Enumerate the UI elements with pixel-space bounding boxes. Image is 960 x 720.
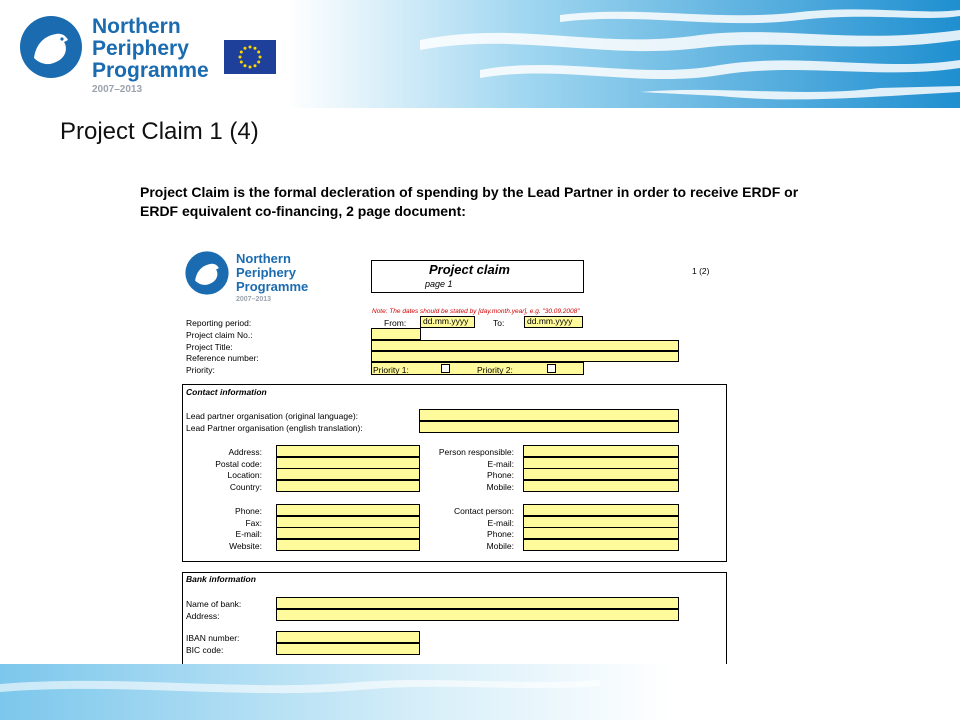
- form-logo-line3: Programme: [236, 279, 309, 294]
- lead-orig-field[interactable]: [419, 409, 679, 421]
- label-reporting-period: Reporting period:: [186, 318, 252, 328]
- npp-logo: [18, 14, 218, 96]
- label-fax: Fax:: [245, 518, 262, 528]
- label-bank-address: Address:: [186, 611, 220, 621]
- label-claim-no: Project claim No.:: [186, 330, 253, 340]
- label-website: Website:: [229, 541, 262, 551]
- label-priority1: Priority 1:: [373, 365, 409, 375]
- phone-field[interactable]: [523, 468, 679, 480]
- period-from-field[interactable]: dd.mm.yyyy: [420, 316, 475, 328]
- date-format-note: Note: The dates should be stated by [day.month.year], e.g. "30.09.2008": [372, 308, 580, 315]
- label-bic: BIC code:: [186, 645, 224, 655]
- project-claim-form: [180, 242, 740, 670]
- label-contact-person: Contact person:: [453, 506, 514, 516]
- iban-field[interactable]: [276, 631, 420, 643]
- label-lead-orig: Lead partner organisation (original language):: [186, 411, 359, 421]
- claim-no-field[interactable]: [371, 328, 421, 340]
- slide-title: Project Claim 1 (4): [60, 118, 259, 145]
- email2-field[interactable]: [276, 527, 420, 539]
- label-lead-en: Lead Partner organisation (english translation):: [186, 423, 363, 433]
- label-bank-name: Name of bank:: [186, 599, 242, 609]
- priority1-checkbox[interactable]: [441, 364, 450, 373]
- label-phone: Phone:: [487, 470, 514, 480]
- mobile2-field[interactable]: [523, 539, 679, 551]
- lead-en-field[interactable]: [419, 421, 679, 433]
- contact-header: Contact information: [186, 387, 267, 397]
- label-email: E-mail:: [487, 459, 514, 469]
- reference-field[interactable]: [371, 351, 679, 362]
- logo-line2: Periphery: [92, 37, 189, 60]
- phone2-field[interactable]: [276, 504, 420, 516]
- logo-line1: Northern: [92, 15, 181, 38]
- website-field[interactable]: [276, 539, 420, 551]
- label-phone3: Phone:: [487, 529, 514, 539]
- page-count: 1 (2): [692, 266, 710, 276]
- footer-wave-banner: [0, 664, 960, 720]
- country-field[interactable]: [276, 480, 420, 492]
- bank-header: Bank information: [186, 574, 256, 584]
- label-phone2: Phone:: [235, 506, 262, 516]
- form-logo-line1: Northern: [236, 251, 291, 266]
- label-country: Country:: [229, 482, 262, 492]
- bank-name-field[interactable]: [276, 597, 679, 609]
- label-to: To:: [493, 318, 505, 328]
- label-priority2: Priority 2:: [477, 365, 513, 375]
- label-from: From:: [384, 318, 407, 328]
- dove-icon: [184, 250, 230, 296]
- intro-paragraph: Project Claim is the formal decleration of spending by the Lead Partner in order to receive ERDF or ERDF equivalent co-financing, 2 page document:: [140, 184, 799, 219]
- person-field[interactable]: [523, 445, 679, 457]
- eu-flag-icon: [224, 40, 276, 74]
- label-reference: Reference number:: [186, 353, 259, 363]
- label-email2: E-mail:: [235, 529, 262, 539]
- logo-line3: Programme: [92, 59, 209, 82]
- priority2-checkbox[interactable]: [547, 364, 556, 373]
- form-logo-years: 2007–2013: [236, 296, 272, 303]
- form-page: page 1: [425, 279, 453, 289]
- label-mobile: Mobile:: [486, 482, 514, 492]
- contact-person-field[interactable]: [523, 504, 679, 516]
- form-logo-line2: Periphery: [236, 265, 296, 280]
- mobile-field[interactable]: [523, 480, 679, 492]
- logo-years: 2007–2013: [92, 84, 143, 95]
- form-title: Project claim: [429, 262, 510, 277]
- address-field[interactable]: [276, 445, 420, 457]
- label-person: Person responsible:: [438, 447, 514, 457]
- label-postal: Postal code:: [215, 459, 262, 469]
- label-priority: Priority:: [186, 365, 215, 375]
- phone3-field[interactable]: [523, 527, 679, 539]
- label-iban: IBAN number:: [186, 633, 240, 643]
- label-address: Address:: [228, 447, 262, 457]
- period-to-field[interactable]: dd.mm.yyyy: [524, 316, 583, 328]
- project-title-field[interactable]: [371, 340, 679, 351]
- dove-icon: [18, 14, 84, 80]
- location-field[interactable]: [276, 468, 420, 480]
- bic-field[interactable]: [276, 643, 420, 655]
- label-location: Location:: [227, 470, 262, 480]
- label-mobile2: Mobile:: [486, 541, 514, 551]
- bank-address-field[interactable]: [276, 609, 679, 621]
- label-email3: E-mail:: [487, 518, 514, 528]
- label-project-title: Project Title:: [186, 342, 233, 352]
